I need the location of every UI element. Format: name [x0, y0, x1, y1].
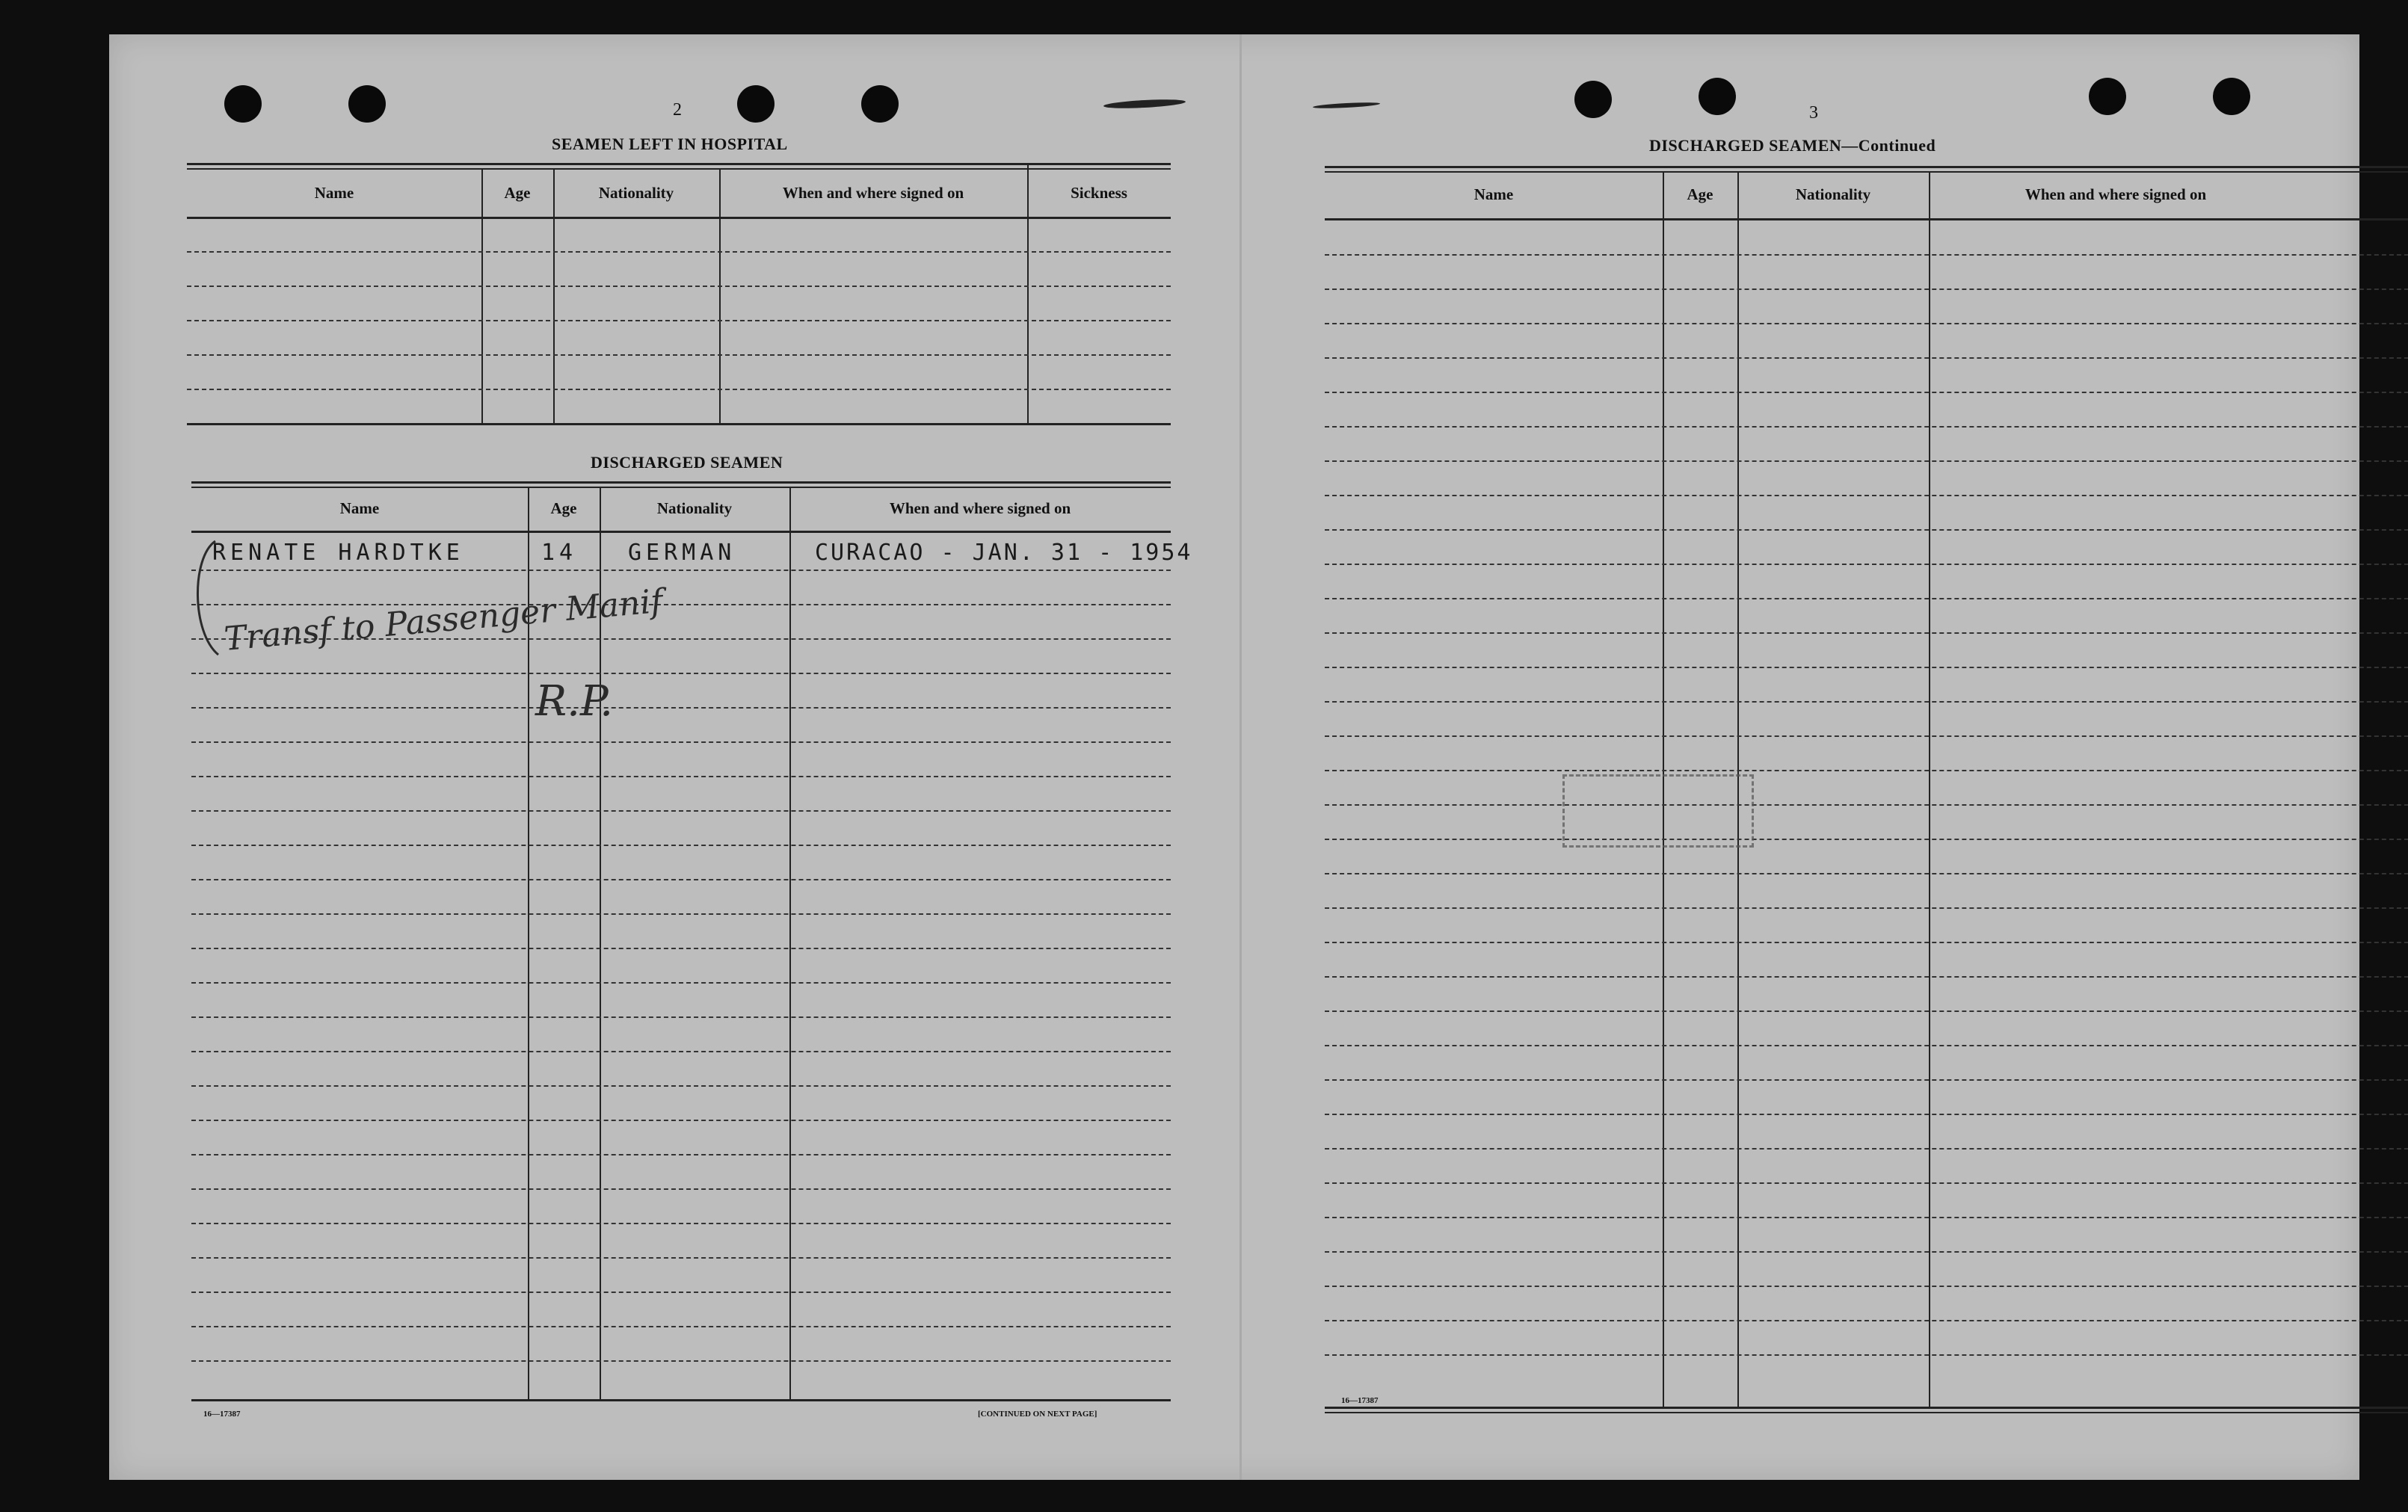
punch-hole: [2213, 78, 2250, 115]
punch-hole: [224, 85, 262, 123]
hospital-table: [187, 163, 1171, 469]
page-number: 3: [1809, 103, 1818, 123]
section-title-discharged-continued: DISCHARGED SEAMEN—Continued: [1649, 136, 1936, 155]
entry-nationality: GERMAN: [628, 540, 736, 566]
punch-hole: [737, 85, 775, 123]
document-sheet: [109, 34, 2359, 1480]
handwritten-annotation: Transf to Passenger Manif: [222, 581, 665, 658]
col-header-age: Age: [550, 499, 577, 517]
col-header-name: Name: [339, 499, 380, 517]
discharged-table: [191, 481, 1193, 1408]
handwritten-initials: R.P.: [535, 677, 614, 726]
entry-name: RENATE HARDTKE: [212, 540, 464, 566]
discharged-continued-table: [1325, 166, 2408, 1422]
col-header-age: Age: [504, 184, 531, 202]
col-header-name: Name: [1474, 185, 1514, 203]
entry-age: 14: [541, 540, 578, 566]
punch-hole: [348, 85, 386, 123]
bracket-mark: [185, 535, 230, 662]
ink-smudge: [1313, 102, 1380, 110]
punch-hole: [1574, 81, 1612, 118]
col-header-signed-on: When and where signed on: [2024, 185, 2207, 203]
continued-note: [CONTINUED ON NEXT PAGE]: [978, 1410, 1097, 1419]
col-header-nationality: Nationality: [656, 499, 733, 517]
section-title-discharged: DISCHARGED SEAMEN: [591, 453, 783, 472]
col-header-nationality: Nationality: [598, 184, 674, 202]
col-header-signed-on: When and where signed on: [782, 184, 964, 202]
form-number: 16—17387: [1341, 1396, 1379, 1405]
punch-hole: [861, 85, 899, 123]
punch-hole: [1699, 78, 1736, 115]
page-number: 2: [673, 100, 682, 120]
entry-signed-on: CURACAO - JAN. 31 - 1954: [815, 540, 1193, 566]
col-header-name: Name: [314, 184, 354, 202]
page-fold: [1240, 34, 1242, 1480]
col-header-age: Age: [1687, 185, 1713, 203]
form-number: 16—17387: [203, 1410, 241, 1419]
section-title-hospital: SEAMEN LEFT IN HOSPITAL: [552, 135, 788, 153]
col-header-nationality: Nationality: [1795, 185, 1871, 203]
punch-hole: [2089, 78, 2126, 115]
faded-stamp: [1562, 774, 1754, 848]
col-header-signed-on: When and where signed on: [889, 499, 1071, 517]
ink-smudge: [1103, 98, 1186, 110]
col-header-sickness: Sickness: [1071, 184, 1127, 202]
